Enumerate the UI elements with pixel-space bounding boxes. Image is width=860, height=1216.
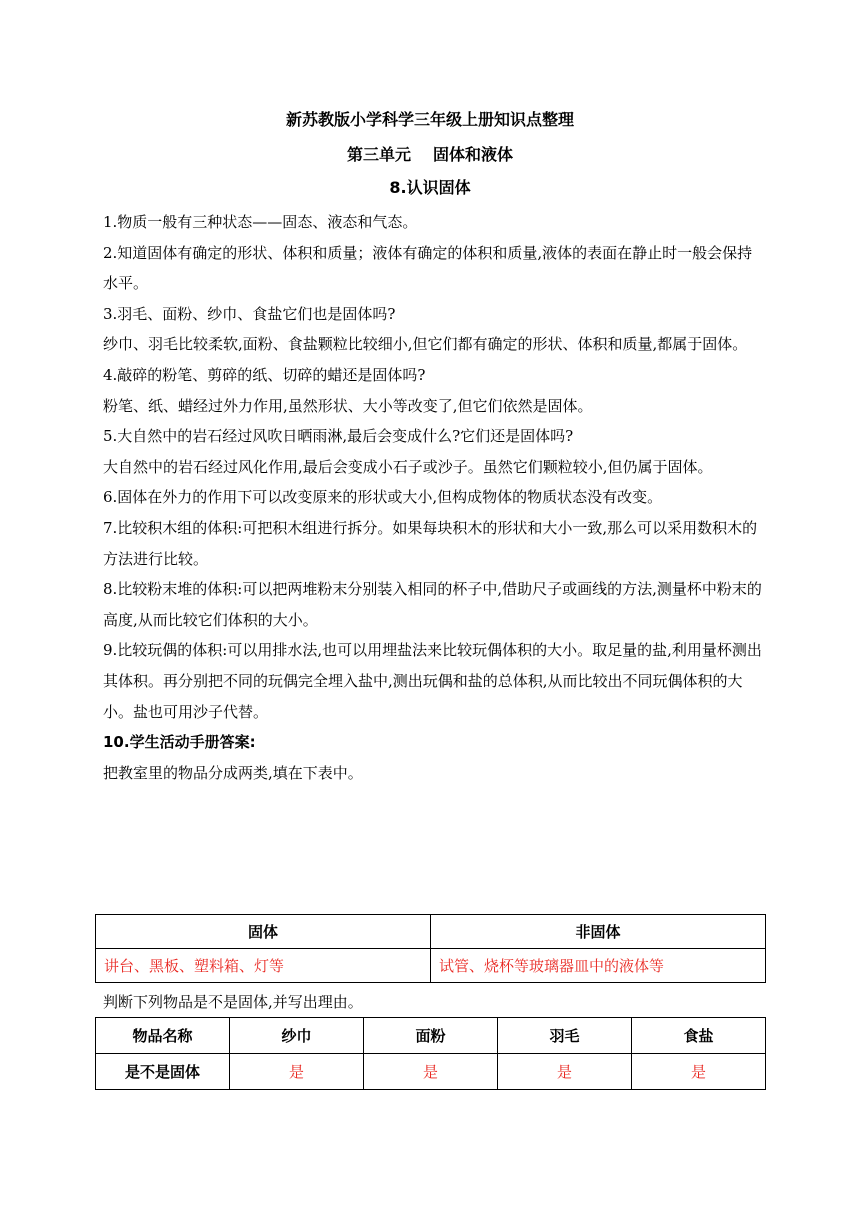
paragraph-7: 7.比较积木组的体积:可把积木组进行拆分。如果每块积木的形状和大小一致,那么可以采用数积木的方法进行比较。	[103, 518, 758, 568]
judgement-table	[95, 1017, 766, 1090]
content-body	[103, 207, 763, 788]
table-row	[96, 1054, 766, 1090]
unit-heading	[0, 145, 860, 165]
classification-table	[95, 914, 766, 983]
answer-non-solid-items: 试管、烧杯等玻璃器皿中的液体等	[431, 949, 766, 983]
header-flour: 面粉	[364, 1018, 498, 1054]
header-solid: 固体	[96, 915, 431, 949]
table2-caption: 判断下列物品是不是固体,并写出理由。	[103, 993, 363, 1011]
paragraph-8: 8.比较粉末堆的体积:可以把两堆粉末分别装入相同的杯子中,借助尺子或画线的方法,测量杯中粉末的高度,从而比较它们体积的大小。	[103, 580, 762, 629]
activity-heading: 10.学生活动手册答案:	[103, 733, 256, 752]
header-feather: 羽毛	[498, 1018, 632, 1054]
table-row	[96, 949, 766, 983]
header-item-name: 物品名称	[96, 1018, 230, 1054]
document-title: 新苏教版小学科学三年级上册知识点整理	[285, 110, 574, 129]
paragraph-3-answer: 纱巾、羽毛比较柔软,面粉、食盐颗粒比较细小,但它们都有确定的形状、体积和质量,都属于固体。	[103, 335, 748, 354]
paragraph-4-answer: 粉笔、纸、蜡经过外力作用,虽然形状、大小等改变了,但它们依然是固体。	[103, 396, 593, 415]
paragraph-4: 4.敲碎的粉笔、剪碎的纸、切碎的蜡还是固体吗?	[103, 365, 426, 384]
paragraph-3: 3.羽毛、面粉、纱巾、食盐它们也是固体吗?	[103, 304, 396, 323]
row-label-is-solid: 是不是固体	[96, 1054, 230, 1090]
answer-feather: 是	[498, 1054, 632, 1090]
paragraph-5: 5.大自然中的岩石经过风吹日晒雨淋,最后会变成什么?它们还是固体吗?	[103, 427, 574, 446]
header-non-solid: 非固体	[431, 915, 766, 949]
paragraph-9: 9.比较玩偶的体积:可以用排水法,也可以用埋盐法来比较玩偶体积的大小。取足量的盐,利用量杯测出其体积。再分别把不同的玩偶完全埋入盐中,测出玩偶和盐的总体积,从而比较出不同玩偶体积的大小。盐也可用沙子代替。	[103, 641, 762, 721]
paragraph-6: 6.固体在外力的作用下可以改变原来的形状或大小,但构成物体的物质状态没有改变。	[103, 488, 663, 507]
answer-scarf: 是	[230, 1054, 364, 1090]
answer-salt: 是	[632, 1054, 766, 1090]
table-header-row	[96, 915, 766, 949]
unit-label: 第三单元	[346, 145, 411, 164]
answer-solid-items: 讲台、黑板、塑料箱、灯等	[96, 949, 431, 983]
paragraph-2: 2.知道固体有确定的形状、体积和质量；液体有确定的体积和质量,液体的表面在静止时一般会保持水平。	[103, 243, 753, 293]
table1-caption: 把教室里的物品分成两类,填在下表中。	[103, 763, 363, 782]
paragraph-5-answer: 大自然中的岩石经过风化作用,最后会变成小石子或沙子。虽然它们颗粒较小,但仍属于固体。	[103, 457, 713, 476]
unit-name: 固体和液体	[433, 145, 514, 164]
header-salt: 食盐	[632, 1018, 766, 1054]
lesson-heading: 8.认识固体	[389, 178, 471, 197]
header-scarf: 纱巾	[230, 1018, 364, 1054]
answer-flour: 是	[364, 1054, 498, 1090]
table-header-row	[96, 1018, 766, 1054]
paragraph-1: 1.物质一般有三种状态——固态、液态和气态。	[103, 213, 418, 231]
